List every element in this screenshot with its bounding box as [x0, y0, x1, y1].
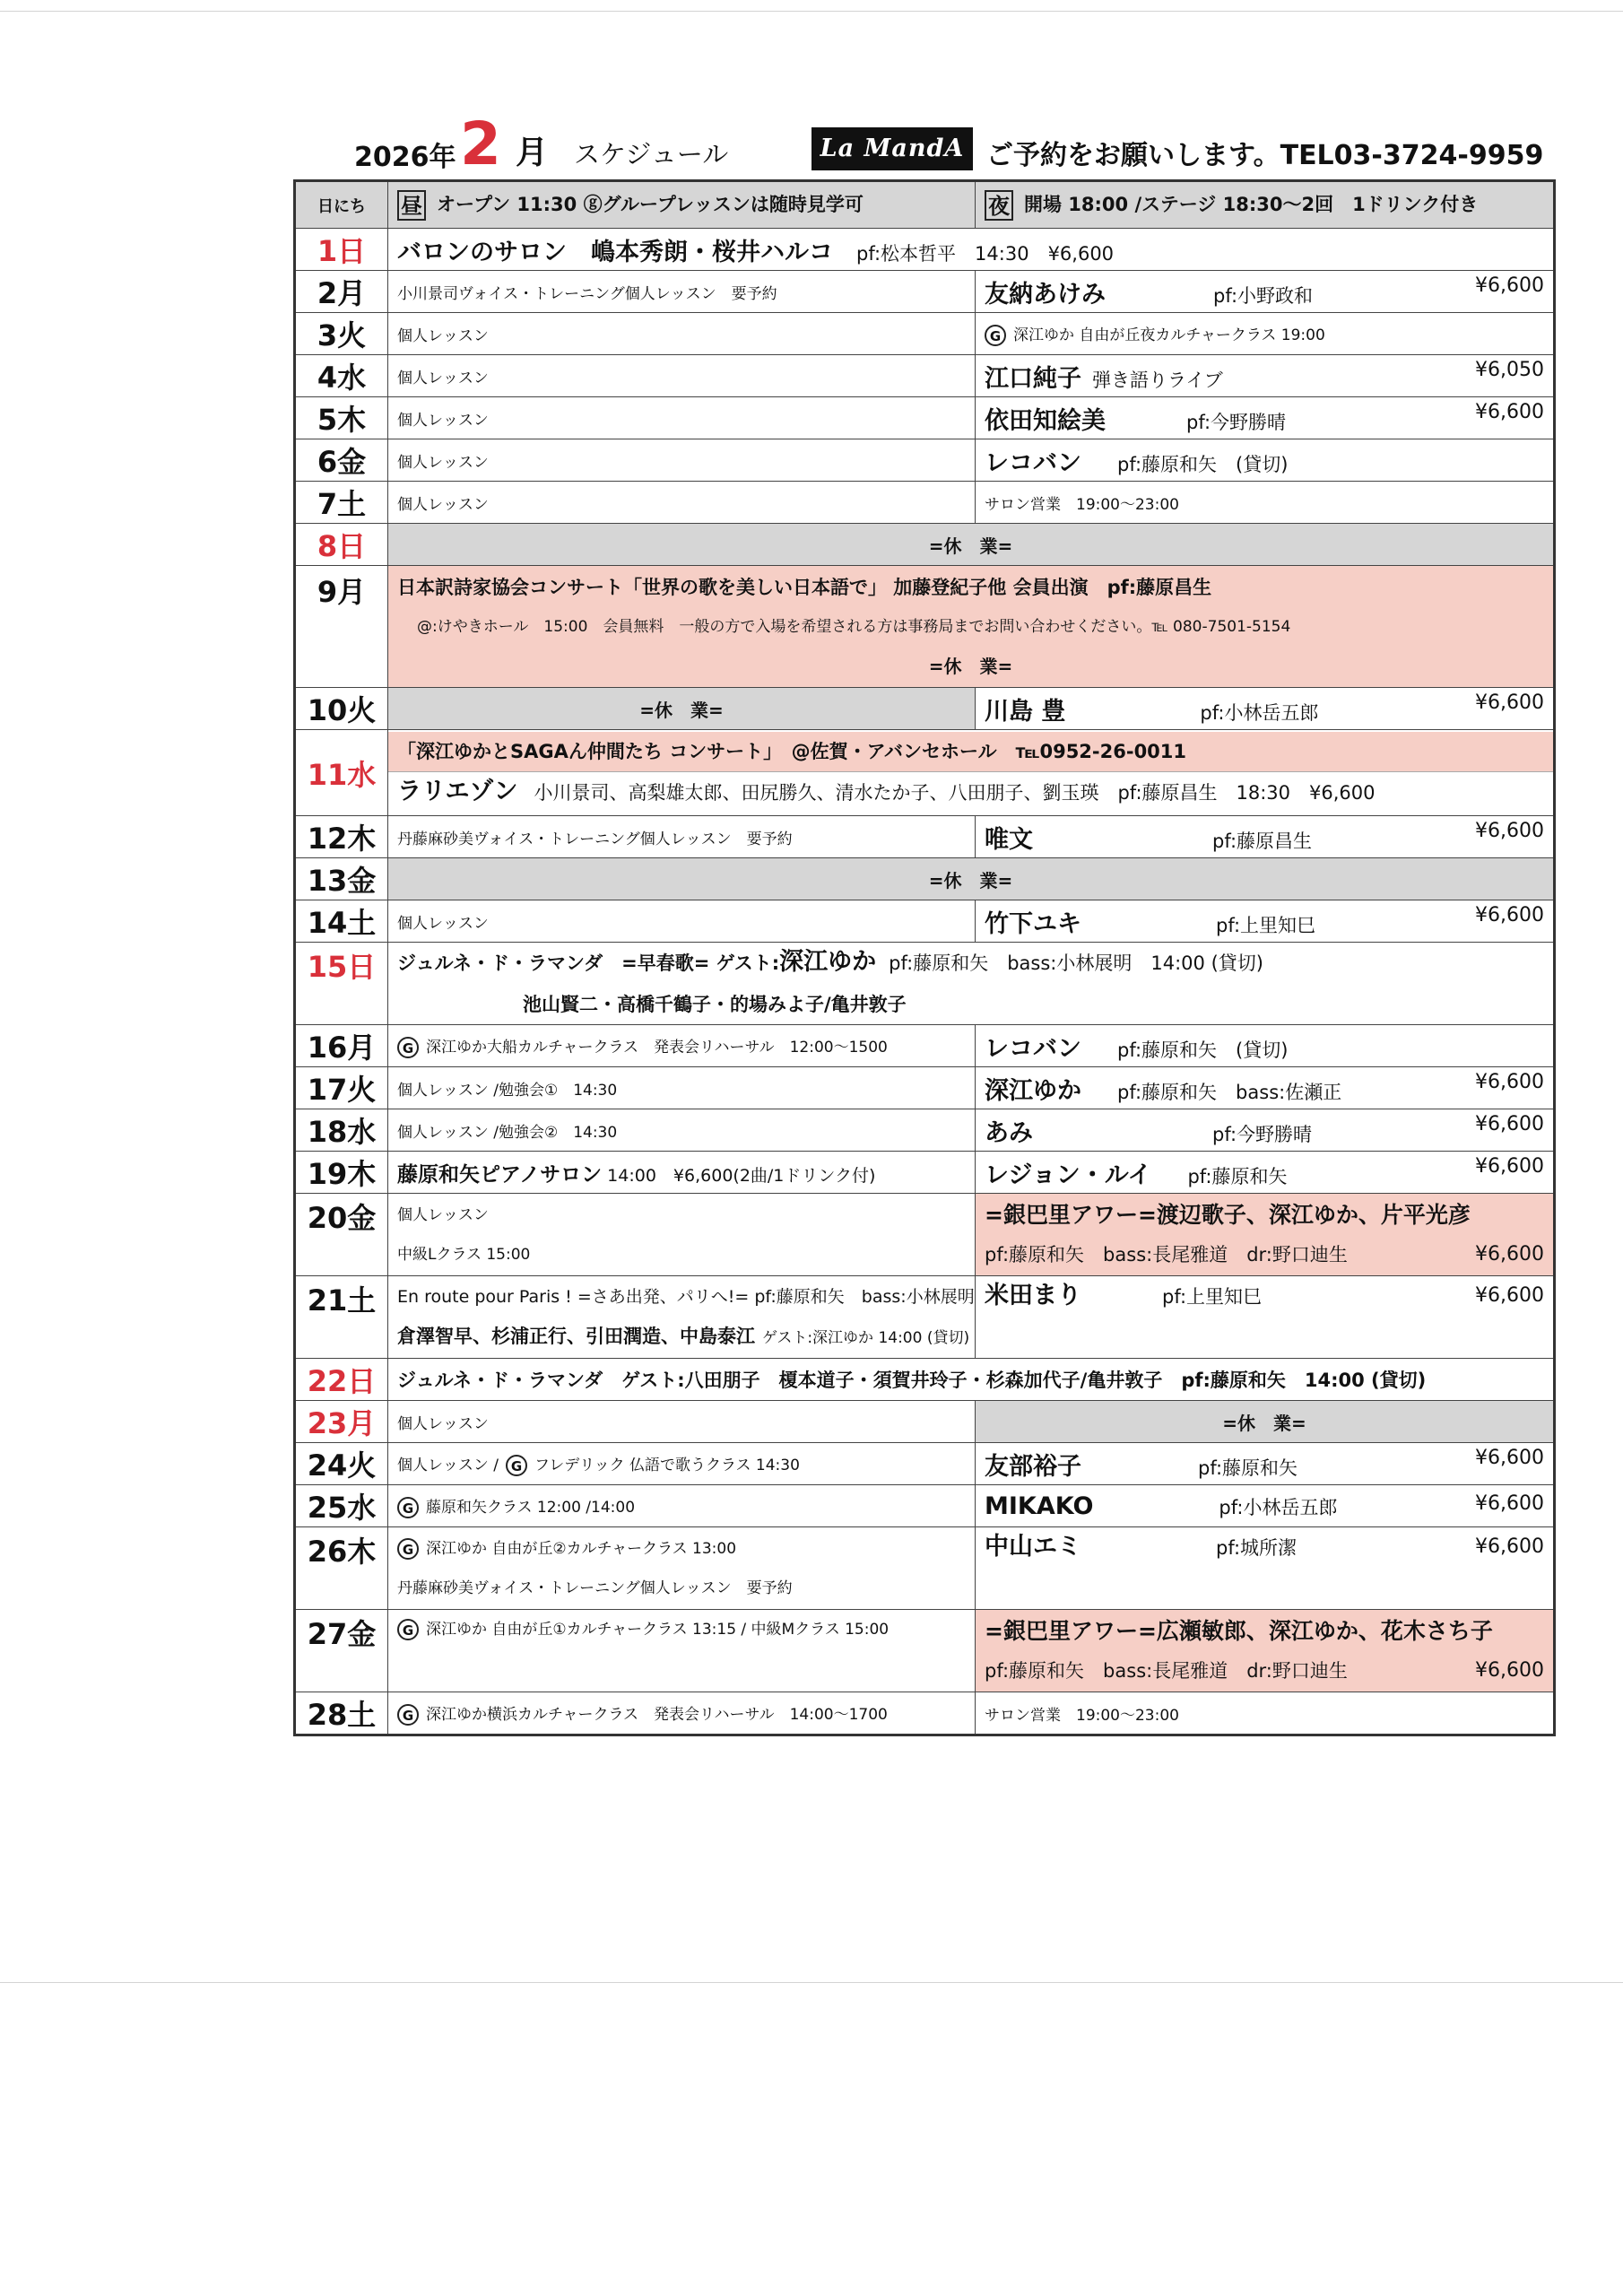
table-row — [295, 688, 1555, 730]
day-line-2: 中級Lクラス 15:00 — [397, 1245, 531, 1264]
pianist: pf:今野勝晴 — [1212, 1123, 1313, 1145]
table-row — [295, 1025, 1555, 1067]
night-cell — [976, 1025, 1555, 1067]
event-cell — [388, 229, 1555, 271]
table-row — [295, 1067, 1555, 1109]
date-cell: 15日 — [295, 943, 388, 1025]
event-cell — [388, 730, 1555, 816]
date-cell: 18水 — [295, 1109, 388, 1152]
pianist: pf:小野政和 — [1213, 284, 1314, 307]
group-lesson-icon: G — [397, 1619, 419, 1640]
day-text: 深江ゆか 自由が丘②カルチャークラス 13:00 — [426, 1539, 737, 1558]
performer-name: レコバン — [985, 448, 1081, 477]
date-cell: 20金 — [295, 1194, 388, 1276]
table-row — [295, 482, 1555, 524]
date-cell: 10火 — [295, 688, 388, 730]
night-cell — [976, 1527, 1555, 1610]
day-text-2: フレデリック 仏語で歌うクラス 14:30 — [534, 1456, 800, 1474]
date-cell: 12木 — [295, 816, 388, 858]
performer-name: 中山エミ — [985, 1533, 1081, 1561]
table-row — [295, 943, 1555, 1025]
price: ¥6,050 — [1475, 358, 1544, 381]
night-column-header — [976, 181, 1555, 229]
price: ¥6,600 — [1475, 1535, 1544, 1558]
night-line — [985, 1527, 1544, 1570]
date-cell: 7土 — [295, 482, 388, 524]
day-cell: 個人レッスン — [388, 482, 976, 524]
event-title: バロンのサロン 嶋本秀朗・桜井ハルコ — [397, 238, 833, 266]
date-cell: 19木 — [295, 1152, 388, 1194]
musicians: pf:藤原和矢 bass:佐瀬正 — [1117, 1081, 1342, 1103]
event-title: 日本訳詩家協会コンサート「世界の歌を美しい日本語で」 加藤登紀子他 会員出演 pf:藤原昌生 — [397, 576, 1212, 598]
date-cell: 1日 — [295, 229, 388, 271]
performer-name: あみ — [985, 1118, 1033, 1147]
price: ¥6,600 — [1475, 1446, 1544, 1469]
group-lesson-icon: G — [985, 325, 1006, 346]
closed-cell: =休 業= — [388, 688, 976, 730]
night-text: 深江ゆか 自由が丘夜カルチャークラス 19:00 — [1013, 326, 1325, 344]
price: ¥6,600 — [1475, 400, 1544, 423]
day-cell: 個人レッスン — [388, 439, 976, 482]
performer-list: 池山賢二・高橋千鶴子・的場みよ子/亀井敦子 — [523, 994, 907, 1015]
date-cell: 28土 — [295, 1692, 388, 1735]
pianist: pf:上里知巳 — [1162, 1286, 1263, 1308]
pianist: pf:小林岳五郎 — [1200, 701, 1319, 724]
day-cell: 個人レッスン /勉強会② 14:30 — [388, 1109, 976, 1152]
pianist: pf:城所潔 — [1216, 1537, 1298, 1559]
day-cell — [388, 1610, 976, 1692]
date-cell: 24火 — [295, 1443, 388, 1485]
schedule-table — [293, 179, 1556, 1736]
price: ¥6,600 — [1475, 1070, 1544, 1093]
day-cell — [388, 1443, 976, 1485]
la-manda-logo: La MandA — [812, 127, 973, 170]
table-row — [295, 355, 1555, 397]
price: ¥6,600 — [1475, 1112, 1544, 1135]
performer-list: 小川景司、高梨雄太郎、田尻勝久、清水たか子、八田朋子、劉玉瑛 pf:藤原昌生 18:30 ¥6,600 — [534, 781, 1376, 804]
night-cell — [976, 1485, 1555, 1527]
date-cell: 17火 — [295, 1067, 388, 1109]
price: ¥6,600 — [1475, 1492, 1544, 1515]
day-text: 14:00 ¥6,600(2曲/1ドリンク付) — [607, 1165, 876, 1186]
pianist: pf:藤原昌生 — [1212, 830, 1313, 852]
pianist: pf:藤原和矢 — [1198, 1457, 1298, 1479]
pianist: pf:小林岳五郎 — [1219, 1496, 1338, 1518]
date-cell: 5木 — [295, 397, 388, 439]
table-row — [295, 439, 1555, 482]
price: ¥6,600 — [1475, 903, 1544, 926]
price: ¥6,600 — [1475, 1154, 1544, 1178]
closed-cell: =休 業= — [976, 1401, 1555, 1443]
header-month: 2 — [460, 109, 501, 178]
date-cell: 22日 — [295, 1359, 388, 1401]
night-cell — [976, 271, 1555, 313]
night-info: 開場 18:00 /ステージ 18:30〜2回 1ドリンク付き — [1024, 193, 1479, 215]
table-row — [295, 271, 1555, 313]
date-cell: 23月 — [295, 1401, 388, 1443]
table-row — [295, 1109, 1555, 1152]
day-line-2 — [397, 1317, 975, 1358]
table-row — [295, 1152, 1555, 1194]
scan-edge-top — [0, 11, 1623, 12]
date-cell: 25水 — [295, 1485, 388, 1527]
performer-name: レコバン — [985, 1034, 1081, 1063]
day-line-2: 丹藤麻砂美ヴォイス・トレーニング個人レッスン 要予約 — [397, 1578, 793, 1597]
event-line-1 — [397, 943, 1544, 985]
night-cell: サロン営業 19:00〜23:00 — [976, 482, 1555, 524]
date-cell: 8日 — [295, 524, 388, 566]
performer-name: 唯文 — [985, 825, 1033, 854]
event-title: =銀巴里アワー=渡辺歌子、深江ゆか、片平光彦 — [985, 1201, 1471, 1228]
table-row — [295, 1359, 1555, 1401]
day-cell — [388, 1527, 976, 1610]
schedule-header — [354, 109, 1556, 179]
price: ¥6,600 — [1475, 691, 1544, 714]
night-cell — [976, 1109, 1555, 1152]
event-detail: pf:藤原和矢 bass:小林展明 14:00 (貸切) — [889, 952, 1263, 974]
table-header-row — [295, 181, 1555, 229]
performer-list: 倉澤智早、杉浦正行、引田潤造、中島泰江 — [397, 1325, 755, 1347]
day-text: 個人レッスン / — [397, 1456, 499, 1474]
date-cell: 26木 — [295, 1527, 388, 1610]
table-row — [295, 900, 1555, 943]
event-title: ジュルネ・ド・ラマンダ =早春歌= ゲスト: — [397, 952, 780, 974]
night-cell — [976, 355, 1555, 397]
day-line-1: 個人レッスン — [397, 1205, 489, 1224]
event-cell — [388, 943, 1555, 1025]
day-cell: 個人レッスン — [388, 1401, 976, 1443]
night-cell — [976, 439, 1555, 482]
night-cell — [976, 1276, 1555, 1359]
date-cell: 9月 — [295, 566, 388, 688]
day-cell — [388, 1692, 976, 1735]
table-row — [295, 1401, 1555, 1443]
closed-cell: =休 業= — [388, 524, 1555, 566]
price: ¥6,600 — [1475, 1242, 1544, 1265]
musicians — [985, 1235, 1544, 1274]
date-cell: 27金 — [295, 1610, 388, 1692]
day-cell: 個人レッスン /勉強会① 14:30 — [388, 1067, 976, 1109]
date-cell: 3火 — [295, 313, 388, 355]
closed-note: =休 業= — [928, 655, 1013, 677]
day-cell — [388, 1152, 976, 1194]
day-cell — [388, 1276, 976, 1359]
day-text: 深江ゆか 自由が丘①カルチャークラス 13:15 / 中級Mクラス 15:00 — [426, 1621, 890, 1639]
table-row — [295, 229, 1555, 271]
daytime-info: オープン 11:30 ⓖグループレッスンは随時見学可 — [437, 193, 864, 215]
table-row — [295, 858, 1555, 900]
night-cell — [976, 313, 1555, 355]
event-cell: ジュルネ・ド・ラマンダ ゲスト:八田朋子 榎本道子・須賀井玲子・杉森加代子/亀井敦子 pf:藤原和矢 14:00 (貸切) — [388, 1359, 1555, 1401]
table-row — [295, 524, 1555, 566]
table-row — [295, 816, 1555, 858]
performer-name: 米田まり — [985, 1282, 1081, 1309]
performer-name: 友部裕子 — [985, 1452, 1081, 1481]
day-cell — [388, 1485, 976, 1527]
price: ¥6,600 — [1475, 1658, 1544, 1682]
performer-name: 江口純子 — [985, 364, 1081, 393]
date-cell: 14土 — [295, 900, 388, 943]
event-detail: pf:松本哲平 14:30 ¥6,600 — [856, 242, 1115, 265]
pianist: pf:藤原和矢 — [1187, 1165, 1288, 1187]
salon-name: 藤原和矢ピアノサロン — [397, 1162, 603, 1187]
group-lesson-icon: G — [397, 1037, 419, 1058]
concert-line — [388, 772, 1553, 814]
pianist: pf:藤原和矢 (貸切) — [1117, 453, 1289, 475]
header-month-suffix: 月 — [516, 135, 549, 171]
night-cell — [976, 900, 1555, 943]
night-badge: 夜 — [985, 190, 1013, 221]
group-lesson-icon: G — [506, 1455, 527, 1476]
closed-cell: =休 業= — [388, 858, 1555, 900]
day-cell: 丹藤麻砂美ヴォイス・トレーニング個人レッスン 要予約 — [388, 816, 976, 858]
pianist: pf:藤原和矢 (貸切) — [1117, 1039, 1289, 1061]
table-row — [295, 1610, 1555, 1692]
day-cell: 個人レッスン — [388, 900, 976, 943]
performance-type: 弾き語りライブ — [1092, 369, 1223, 391]
header-year: 2026年 — [354, 142, 456, 173]
table-row — [295, 1692, 1555, 1735]
performer-name: 深江ゆか — [985, 1076, 1081, 1105]
table-row — [295, 1276, 1555, 1359]
table-row — [295, 1443, 1555, 1485]
performer-name: 友納あけみ — [985, 280, 1106, 309]
performer-name: ラリエゾン — [397, 777, 518, 805]
day-badge: 昼 — [397, 190, 426, 221]
daytime-column-header — [388, 181, 976, 229]
day-text: 藤原和矢クラス 12:00 /14:00 — [426, 1498, 636, 1517]
price: ¥6,600 — [1475, 819, 1544, 842]
header-schedule-label: スケジュール — [574, 139, 729, 170]
table-row — [295, 313, 1555, 355]
price: ¥6,600 — [1475, 1284, 1544, 1307]
date-cell: 16月 — [295, 1025, 388, 1067]
guest-name: 深江ゆか — [779, 948, 877, 976]
price: ¥6,600 — [1475, 274, 1544, 297]
night-line — [985, 1276, 1544, 1318]
day-text: 深江ゆか大船カルチャークラス 発表会リハーサル 12:00〜1500 — [426, 1038, 888, 1057]
night-cell — [976, 1067, 1555, 1109]
group-lesson-icon: G — [397, 1497, 419, 1518]
event-title: En route pour Paris ! =さあ出発、パリへ!= pf:藤原和矢 bass:小林展明 — [397, 1286, 975, 1307]
pianist: pf:今野勝晴 — [1186, 411, 1287, 433]
night-cell — [976, 1152, 1555, 1194]
scan-edge-bottom — [0, 1982, 1623, 1983]
night-cell — [976, 1194, 1555, 1276]
day-text: 深江ゆか横浜カルチャークラス 発表会リハーサル 14:00〜1700 — [426, 1705, 888, 1724]
performer-name: 依田知絵美 — [985, 406, 1106, 435]
guest-detail: ゲスト:深江ゆか 14:00 (貸切) — [762, 1328, 970, 1347]
musicians-text: pf:藤原和矢 bass:長尾雅道 dr:野口迪生 — [985, 1659, 1348, 1682]
day-cell: 個人レッスン — [388, 355, 976, 397]
table-row — [295, 1527, 1555, 1610]
table-row — [295, 566, 1555, 688]
performer-name: レジョン・ルイ — [985, 1161, 1152, 1189]
date-cell: 21土 — [295, 1276, 388, 1359]
day-cell: 個人レッスン — [388, 313, 976, 355]
date-cell: 4水 — [295, 355, 388, 397]
pianist: pf:上里知巳 — [1216, 914, 1316, 936]
musicians-text: pf:藤原和矢 bass:長尾雅道 dr:野口迪生 — [985, 1243, 1348, 1265]
date-cell: 2月 — [295, 271, 388, 313]
performer-name: MIKAKO — [985, 1492, 1094, 1520]
date-cell: 11水 — [295, 730, 388, 816]
night-cell — [976, 816, 1555, 858]
night-cell: サロン営業 19:00〜23:00 — [976, 1692, 1555, 1735]
event-title: =銀巴里アワー=広瀬敏郎、深江ゆか、花木さち子 — [985, 1617, 1493, 1644]
concert-title: 「深江ゆかとSAGAん仲間たち コンサート」 @佐賀・アバンセホール ℡0952-26-0011 — [388, 732, 1553, 772]
event-venue: @:けやきホール 15:00 会員無料 一般の方で入場を希望される方は事務局までお問い合わせください。℡ 080-7501-5154 — [417, 617, 1291, 636]
night-cell — [976, 688, 1555, 730]
date-cell: 13金 — [295, 858, 388, 900]
table-row — [295, 730, 1555, 816]
table-row — [295, 1485, 1555, 1527]
day-cell — [388, 1025, 976, 1067]
group-lesson-icon: G — [397, 1538, 419, 1560]
musicians — [985, 1651, 1544, 1691]
date-cell: 6金 — [295, 439, 388, 482]
table-row — [295, 1194, 1555, 1276]
group-lesson-icon: G — [397, 1704, 419, 1726]
night-cell — [976, 397, 1555, 439]
day-cell: 個人レッスン — [388, 397, 976, 439]
event-cell — [388, 566, 1555, 688]
day-line-1 — [397, 1529, 966, 1569]
reservation-phone: ご予約をお願いします。TEL03-3724-9959 — [986, 140, 1544, 171]
table-row — [295, 397, 1555, 439]
performer-name: 川島 豊 — [985, 697, 1066, 726]
date-column-header: 日にち — [295, 181, 388, 229]
day-line — [397, 1610, 966, 1649]
night-cell — [976, 1610, 1555, 1692]
day-cell — [388, 1194, 976, 1276]
day-cell: 小川景司ヴォイス・トレーニング個人レッスン 要予約 — [388, 271, 976, 313]
performer-name: 竹下ユキ — [985, 909, 1081, 938]
night-cell — [976, 1443, 1555, 1485]
